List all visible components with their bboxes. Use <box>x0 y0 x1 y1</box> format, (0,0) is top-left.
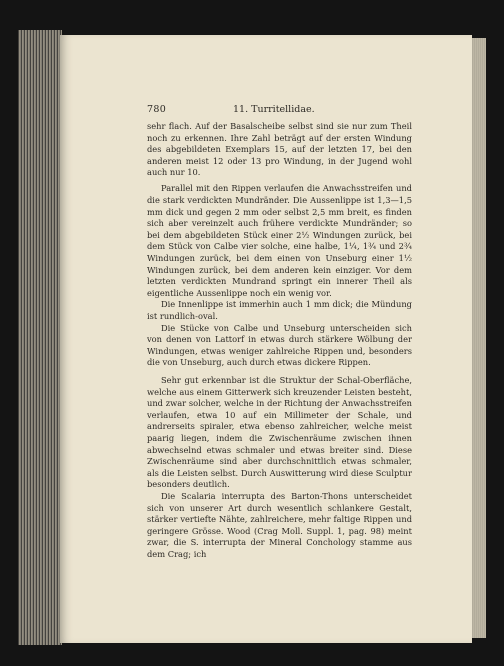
page-number: 780 <box>147 104 167 115</box>
paragraph-1: sehr flach. Auf der Basalscheibe selbst sind sie nur zum Theil noch zu erkennen. Ihre Zahl beträgt auf der ersten Windung des abgebildeten Exemplars 15, auf der letzten 17, bei den anderen meist 12 oder 13 pro Windung, in der Jugend wohl auch nur 10. <box>147 121 412 178</box>
paragraph-3: Die Innenlippe ist immerhin auch 1 mm dick; die Mündung ist rundlich-oval. <box>147 299 412 321</box>
paragraph-2: Parallel mit den Rippen verlaufen die Anwachsstreifen und die stark verdickten Mundränder. Die Aussenlippe ist 1,3—1,5 mm dick und gegen 2 mm oder selbst 2,5 mm breit, es finden sich aber vereinzelt auch frühere verdickte Mundränder; so bei dem abgebildeten Stück einer 2½ Windungen zurück, bei dem Stück von Calbe vier solche, eine halbe, 1¼, 1¾ und 2¾ Windungen zurück, bei dem einen von Unseburg einer 1½ Windungen zurück, bei dem anderen kein einziger. Vor dem letzten verdickten Mundrand springt ein innerer Theil als eigentliche Aussenlippe noch ein wenig vor. <box>147 183 412 298</box>
paragraph-5: Sehr gut erkennbar ist die Struktur der Schal-Oberfläche, welche aus einem Gitterwerk sich kreuzender Leisten besteht, und zwar solcher, welche in der Richtung der Anwachsstreifen verlaufen, etwa 10 auf ein Millimeter der Schale, und andrerseits spiraler, etwa ebenso zahlreicher, welche meist paarig liegen, indem die Zwischenräume zwischen ihnen abwechselnd etwas schmaler und etwas breiter sind. Diese Zwischenräume sind aber durchschnittlich etwas schmaler, als die Leisten selbst. Durch Auswitterung wird diese Sculptur besonders deutlich. <box>147 374 412 490</box>
book-page-edges-right <box>472 38 486 638</box>
running-title: 11. Turritellidae. <box>233 104 315 115</box>
body-text <box>147 121 412 560</box>
page-header <box>147 104 412 118</box>
paragraph-6: Die Scalaria interrupta des Barton-Thons unterscheidet sich von unserer Art durch wesentlich schlankere Gestalt, stärker vertiefte Nähte, zahlreichere, mehr faltige Rippen und geringere Grösse. Wood (Crag Moll. Suppl. 1, pag. 98) meint zwar, die S. interrupta der Mineral Conchology stamme aus dem Crag; ich <box>147 490 412 559</box>
book-page-edges-left <box>18 30 62 645</box>
paragraph-4: Die Stücke von Calbe und Unseburg unterscheiden sich von denen von Lattorf in etwas durch stärkere Wölbung der Windungen, etwas weniger zahlreiche Rippen und, besonders die von Unseburg, auch durch etwas dickere Rippen. <box>147 322 412 368</box>
